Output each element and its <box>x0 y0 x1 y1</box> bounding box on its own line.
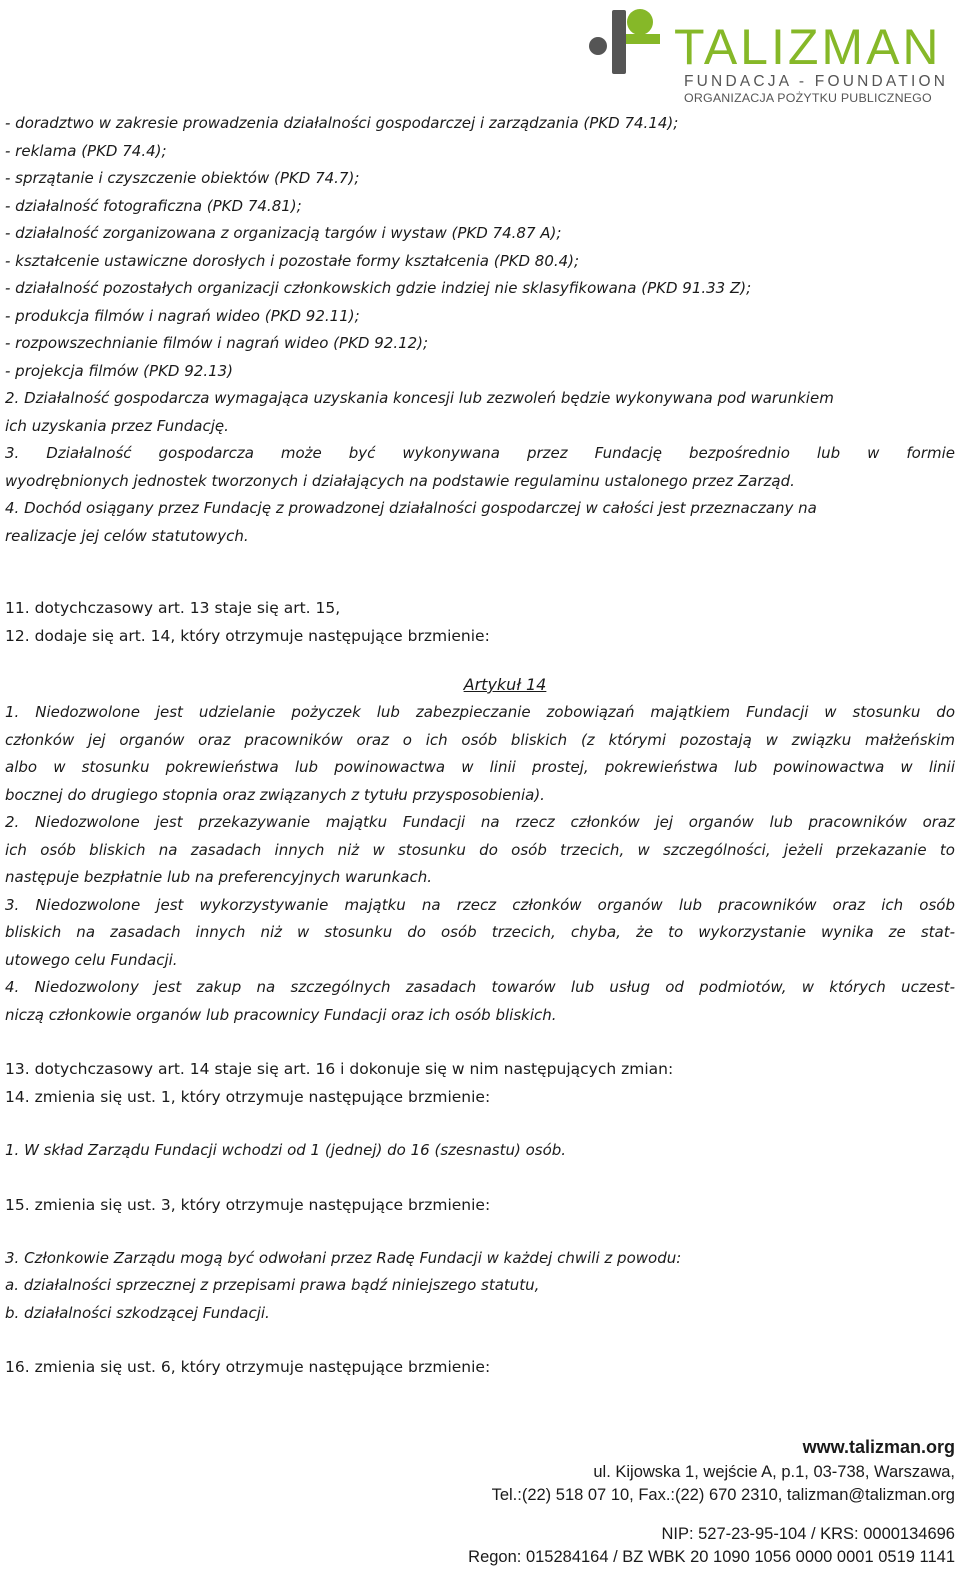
talizman-logo <box>586 0 960 108</box>
paragraph-4-line: realizacje jej celów statutowych. <box>5 526 249 545</box>
item-15: 15. zmienia się ust. 3, który otrzymuje następujące brzmienie: <box>5 1195 491 1214</box>
footer-nip: NIP: 527-23-95-104 / KRS: 0000134696 <box>661 1525 955 1543</box>
art-paragraph-line: albo w stosunku pokrewieństwa lub powinowactwa w linii prostej, pokrewieństwa lub powinowactwa w linii <box>5 758 955 776</box>
paragraph-2-line: 2. Działalność gospodarcza wymagająca uzyskania koncesji lub zezwoleń będzie wykonywana pod warunkiem <box>5 389 834 407</box>
ust-3a: a. działalności sprzecznej z przepisami prawa bądź niniejszego statutu, <box>5 1276 540 1294</box>
list-item: - działalność pozostałych organizacji członkowskich gdzie indziej nie sklasyfikowana (PKD 91.33 Z); <box>5 279 752 297</box>
art-paragraph-line: członków jej organów oraz pracowników oraz o ich osób bliskich (z którymi pozostają w związku małżeńskim <box>5 730 955 749</box>
list-item: - sprzątanie i czyszczenie obiektów (PKD 74.7); <box>5 169 360 187</box>
list-item: - doradztwo w zakresie prowadzenia działalności gospodarczej i zarządzania (PKD 74.14); <box>5 114 679 132</box>
paragraph-4-line: 4. Dochód osiągany przez Fundację z prowadzonej działalności gospodarczej w całości jest przeznaczany na <box>5 499 817 517</box>
art-paragraph-line: bocznej do drugiego stopnia oraz związanych z tytułu przysposobienia). <box>5 785 545 804</box>
art-paragraph-line: bliskich na zasadach innych niż w stosunku do osób trzecich, chyba, że to wykorzystanie wynika ze stat- <box>5 923 955 941</box>
website-link[interactable]: www.talizman.org <box>802 1437 955 1457</box>
item-11: 11. dotychczasowy art. 13 staje się art. 15, <box>5 599 341 617</box>
item-16: 16. zmienia się ust. 6, który otrzymuje następujące brzmienie: <box>5 1358 491 1376</box>
paragraph-2-line: ich uzyskania przez Fundację. <box>5 416 229 435</box>
article-title: Artykuł 14 <box>463 675 547 694</box>
list-item: - kształcenie ustawiczne dorosłych i pozostałe formy kształcenia (PKD 80.4); <box>5 251 580 270</box>
document-body <box>5 110 955 1381</box>
art-paragraph-line: ich osób bliskich na zasadach innych niż w stosunku do osób trzecich, w szczególności, jeżeli przekazanie to <box>5 840 955 859</box>
art-paragraph-line: niczą członkowie organów lub pracownicy Fundacji oraz ich osób bliskich. <box>5 1005 557 1024</box>
art-paragraph-line: 4. Niedozwolony jest zakup na szczególnych zasadach towarów lub usług od podmiotów, w których uczest- <box>5 978 955 996</box>
ust-1: 1. W skład Zarządu Fundacji wchodzi od 1 (jednej) do 16 (szesnastu) osób. <box>5 1141 567 1159</box>
list-item: - projekcja filmów (PKD 92.13) <box>5 361 234 380</box>
paragraph-3-line: 3. Działalność gospodarcza może być wykonywana przez Fundację bezpośrednio lub w formie <box>5 444 955 462</box>
list-item: - reklama (PKD 74.4); <box>5 141 167 160</box>
art-paragraph-line: 2. Niedozwolone jest przekazywanie majątku Fundacji na rzecz członków jej organów lub pracowników oraz <box>5 813 955 831</box>
paragraph-3-line: wyodrębnionych jednostek tworzonych i działających na podstawie regulaminu ustalonego przez Zarząd. <box>5 471 795 490</box>
item-12: 12. dodaje się art. 14, który otrzymuje następujące brzmienie: <box>5 627 490 645</box>
logo-line2: ORGANIZACJA POŻYTKU PUBLICZNEGO <box>684 91 932 105</box>
page-footer <box>468 1433 955 1569</box>
ust-3b: b. działalności szkodzącej Fundacji. <box>5 1303 270 1322</box>
art-paragraph-line: 1. Niedozwolone jest udzielanie pożyczek lub zabezpieczanie zobowiązań majątkiem Fundacji w stosunku do <box>5 703 955 721</box>
logo-line1: FUNDACJA - FOUNDATION <box>684 73 949 90</box>
ust-3: 3. Członkowie Zarządu mogą być odwołani przez Radę Fundacji w każdej chwili z powodu: <box>5 1248 682 1267</box>
footer-address: ul. Kijowska 1, wejście A, p.1, 03-738, Warszawa, <box>593 1463 955 1481</box>
list-item: - działalność fotograficzna (PKD 74.81); <box>5 196 302 215</box>
list-item: - produkcja filmów i nagrań wideo (PKD 92.11); <box>5 306 360 325</box>
footer-regon: Regon: 015284164 / BZ WBK 20 1090 1056 0000 0001 0519 1141 <box>468 1548 955 1566</box>
footer-contact: Tel.:(22) 518 07 10, Fax.:(22) 670 2310, talizman@talizman.org <box>491 1486 955 1504</box>
list-item: - działalność zorganizowana z organizacją targów i wystaw (PKD 74.87 A); <box>5 224 562 242</box>
item-14: 14. zmienia się ust. 1, który otrzymuje następujące brzmienie: <box>5 1088 491 1106</box>
art-paragraph-line: następuje bezpłatnie lub na preferencyjnych warunkach. <box>5 868 433 886</box>
item-13: 13. dotychczasowy art. 14 staje się art. 16 i dokonuje się w nim następujących zmian: <box>5 1060 674 1078</box>
logo-mark-icon <box>586 4 672 76</box>
logo-brand: TALIZMAN <box>674 19 942 75</box>
list-item: - rozpowszechnianie filmów i nagrań wideo (PKD 92.12); <box>5 334 429 352</box>
art-paragraph-line: utowego celu Fundacji. <box>5 950 178 969</box>
art-paragraph-line: 3. Niedozwolone jest wykorzystywanie majątku na rzecz członków organów lub pracowników oraz ich osób <box>5 895 955 914</box>
